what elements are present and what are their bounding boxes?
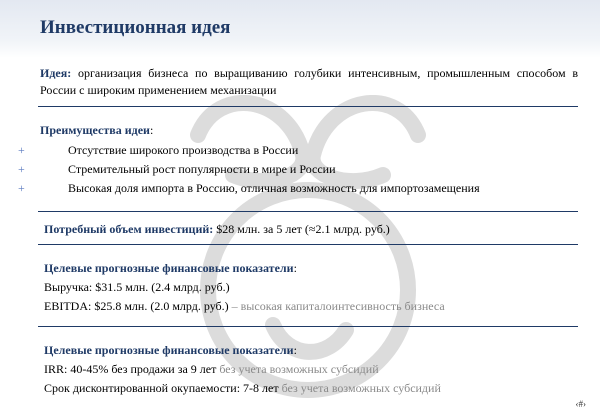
targets-heading: Целевые прогнозные финансовые показатели:: [44, 343, 297, 357]
idea-text: организация бизнеса по выращиванию голубики интенсивным, промышленным способом в России с широким применением механизации: [40, 66, 578, 97]
divider: [38, 244, 578, 245]
advantages-heading: Преимущества идеи:: [40, 123, 154, 137]
plus-icon: +: [18, 143, 25, 157]
idea-label: Идея:: [40, 66, 72, 80]
divider: [38, 326, 578, 327]
advantage-item: Стремительный рост популярности в мире и России: [68, 162, 336, 176]
ebitda-line: EBITDA: $25.8 млн. (2.0 млрд. руб.) – высокая капиталоинтесивность бизнеса: [44, 299, 445, 313]
slide-title: Инвестиционная идея: [40, 17, 231, 38]
irr-line: IRR: 40-45% без продажи за 9 лет без учета возможных субсидий: [44, 362, 379, 376]
plus-icon: +: [18, 181, 25, 195]
payback-line: Срок дисконтированной окупаемости: 7-8 лет без учета возможных субсидий: [44, 381, 441, 395]
plus-icon: +: [18, 162, 25, 176]
investment-line: Потребный объем инвестиций: $28 млн. за 5 лет (≈2.1 млрд. руб.): [44, 222, 390, 236]
advantage-item: Отсутствие широкого производства в России: [68, 143, 299, 157]
targets-heading: Целевые прогнозные финансовые показатели:: [44, 261, 297, 275]
idea-paragraph: [40, 65, 578, 99]
page-number: ‹#›: [575, 399, 586, 409]
revenue-line: Выручка: $31.5 млн. (2.4 млрд. руб.): [44, 280, 230, 294]
divider: [38, 211, 578, 212]
divider: [38, 106, 578, 107]
advantage-item: Высокая доля импорта в Россию, отличная возможность для импортозамещения: [68, 181, 480, 195]
